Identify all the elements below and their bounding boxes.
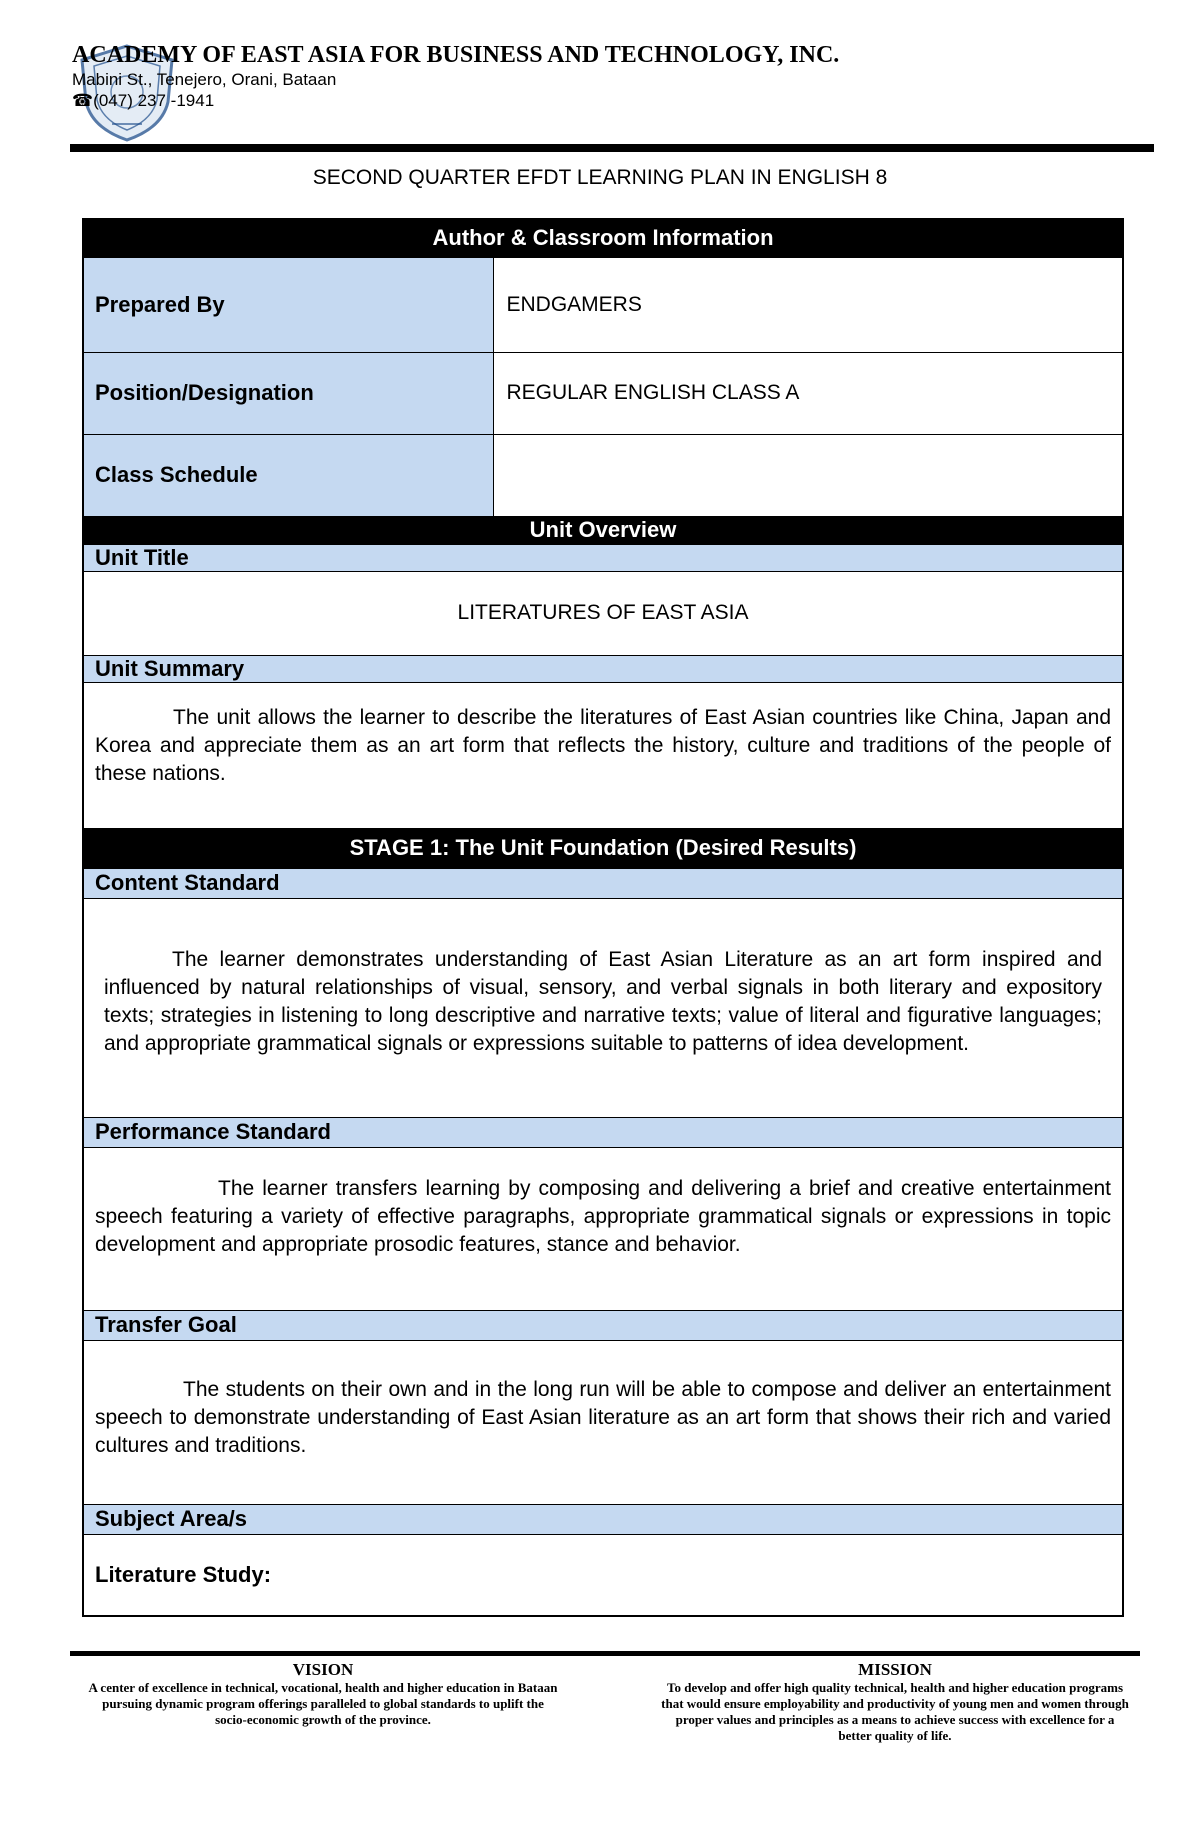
- mission-heading: MISSION: [858, 1660, 932, 1679]
- vision-block: [88, 1660, 558, 1728]
- learning-plan-table: [82, 218, 1124, 1617]
- author-section-heading: Author & Classroom Information: [83, 219, 1123, 257]
- mission-block: [660, 1660, 1130, 1744]
- unit-title-value: LITERATURES OF EAST ASIA: [83, 571, 1123, 655]
- unit-overview-heading: Unit Overview: [83, 516, 1123, 544]
- performance-standard-text: The learner transfers learning by composing and delivering a brief and creative entertainment speech featuring a variety of effective paragraphs, appropriate grammatical signals or expressions in topic development and appropriate prosodic features, stance and behavior.: [95, 1176, 1112, 1256]
- content-standard-text: The learner demonstrates understanding of East Asian Literature as an art form inspired and influenced by natural relationships of visual, sensory, and verbal signals in both literary and expository texts; strategies in listening to long descriptive and narrative texts; value of literal and figurative languages; and appropriate grammatical signals or expressions suitable to patterns of idea development.: [104, 947, 1103, 1055]
- unit-title-label: Unit Title: [83, 544, 1123, 571]
- vision-heading: VISION: [292, 1660, 354, 1679]
- class-schedule-value: [493, 434, 1123, 516]
- position-label: Position/Designation: [83, 352, 493, 434]
- prepared-by-label: Prepared By: [83, 257, 493, 352]
- header-divider: [70, 144, 1154, 152]
- transfer-goal-text: The students on their own and in the long run will be able to compose and deliver an entertainment speech to demonstrate understanding of East Asian literature as an art form that shows their rich and varied cultures and traditions.: [95, 1378, 1112, 1457]
- mission-text: To develop and offer high quality technical, health and higher education programs that would ensure employability and productivity of young men and women through proper values and principles as a means to achieve success with excellence for a better quality of life.: [661, 1680, 1129, 1743]
- school-address: Mabini St., Tenejero, Orani, Bataan: [72, 70, 337, 89]
- stage1-heading: STAGE 1: The Unit Foundation (Desired Results): [83, 828, 1123, 868]
- content-standard-label: Content Standard: [83, 868, 1123, 898]
- footer-divider: [70, 1651, 1140, 1656]
- subject-area-value: Literature Study:: [83, 1534, 1123, 1616]
- unit-summary-text: The unit allows the learner to describe the literatures of East Asian countries like China, Japan and Korea and appreciate them as an art form that reflects the history, culture and traditions of the people of these nations.: [95, 706, 1112, 785]
- class-schedule-label: Class Schedule: [83, 434, 493, 516]
- unit-summary-label: Unit Summary: [83, 655, 1123, 682]
- school-phone: ☎(047) 237 -1941: [72, 91, 215, 110]
- letterhead: [72, 42, 1152, 146]
- document-title: SECOND QUARTER EFDT LEARNING PLAN IN ENGLISH 8: [312, 166, 888, 189]
- prepared-by-value: ENDGAMERS: [493, 257, 1123, 352]
- subject-area-label: Subject Area/s: [83, 1504, 1123, 1534]
- vision-text: A center of excellence in technical, vocational, health and higher education in Bataan pursuing dynamic program offerings paralleled to global standards to uplift the socio-economic growth of the province.: [88, 1680, 558, 1727]
- performance-standard-label: Performance Standard: [83, 1117, 1123, 1147]
- transfer-goal-label: Transfer Goal: [83, 1310, 1123, 1340]
- school-name: ACADEMY OF EAST ASIA FOR BUSINESS AND TECHNOLOGY, INC.: [72, 42, 840, 68]
- position-value: REGULAR ENGLISH CLASS A: [493, 352, 1123, 434]
